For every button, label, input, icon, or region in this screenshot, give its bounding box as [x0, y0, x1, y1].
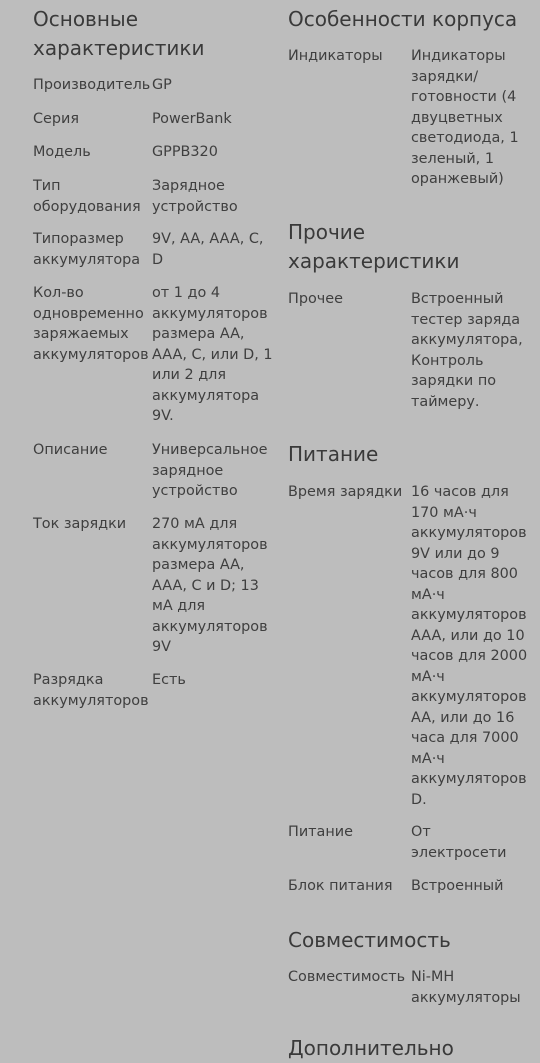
spec-row-battery-size: [33, 229, 273, 270]
spec-label: Питание: [288, 824, 353, 840]
spec-label: Прочее: [288, 291, 343, 307]
section-title-case-features: Особенности корпуса: [288, 7, 518, 31]
spec-label: Блок питания: [288, 878, 393, 894]
spec-label: Время зарядки: [288, 484, 403, 500]
spec-row-discharge: [33, 670, 273, 711]
spec-label: Модель: [33, 144, 91, 160]
spec-value: 9V, AA, AAA, C, D: [152, 231, 264, 268]
spec-row-other: [288, 289, 528, 412]
spec-value: Индикаторы зарядки/ готовности (4 двуцветных светодиода, 1 зеленый, 1 оранжевый): [411, 48, 519, 187]
section-title-main-specs: Основные характеристики: [33, 7, 205, 60]
spec-label: Типоразмер аккумулятора: [33, 231, 141, 268]
spec-row-indicators: [288, 46, 528, 190]
spec-row-manufacturer: [33, 75, 273, 96]
spec-row-charge-time: [288, 482, 528, 810]
spec-label: Серия: [33, 111, 80, 127]
spec-row-equipment-type: [33, 176, 273, 217]
spec-value: Зарядное устройство: [152, 178, 238, 215]
spec-label: Тип оборудования: [33, 178, 141, 215]
spec-row-charge-current: [33, 514, 273, 658]
spec-row-power-source: [288, 822, 528, 863]
section-title-other-specs: Прочие характеристики: [288, 220, 460, 273]
spec-value: от 1 до 4 аккумуляторов размера AA, AAA, C, или D, 1 или 2 для аккумулятора 9V.: [152, 285, 273, 424]
spec-row-simultaneous-count: [33, 283, 273, 427]
spec-value: PowerBank: [152, 111, 232, 127]
section-title-power: Питание: [288, 442, 379, 466]
spec-row-compatibility: [288, 967, 528, 1008]
spec-label: Разрядка аккумуляторов: [33, 672, 149, 709]
spec-label: Совместимость: [288, 969, 406, 985]
section-title-extra: Дополнительно: [288, 1036, 454, 1060]
spec-label: Индикаторы: [288, 48, 383, 64]
spec-value: 16 часов для 170 мА·ч аккумуляторов 9V или до 9 часов для 800 мА·ч аккумуляторов AAA, или до 10 часов для 2000 мА·ч аккумуляторов AA, или до 16 часа для 7000 мА·ч аккумуляторов D.: [411, 484, 528, 808]
spec-label: Кол-во одновременно заряжаемых аккумуляторов: [33, 285, 149, 363]
spec-value: GPPB320: [152, 144, 218, 160]
spec-value: Встроенный: [411, 878, 504, 894]
spec-value: Есть: [152, 672, 186, 688]
spec-row-power-supply: [288, 876, 528, 897]
spec-value: 270 мА для аккумуляторов размера AA, AAA, C и D; 13 мА для аккумуляторов 9V: [152, 516, 268, 655]
spec-value: Встроенный тестер заряда аккумулятора, Контроль зарядки по таймеру.: [411, 291, 523, 410]
spec-row-description: [33, 440, 273, 502]
spec-label: Ток зарядки: [33, 516, 127, 532]
spec-value: Универсальное зарядное устройство: [152, 442, 268, 499]
spec-value: От электросети: [411, 824, 507, 861]
spec-value: GP: [152, 77, 172, 93]
spec-row-series: [33, 109, 273, 130]
spec-row-model: [33, 142, 273, 163]
section-title-compatibility: Совместимость: [288, 928, 451, 952]
spec-value: Ni-MH аккумуляторы: [411, 969, 521, 1006]
spec-label: Описание: [33, 442, 108, 458]
spec-label: Производитель: [33, 77, 151, 93]
